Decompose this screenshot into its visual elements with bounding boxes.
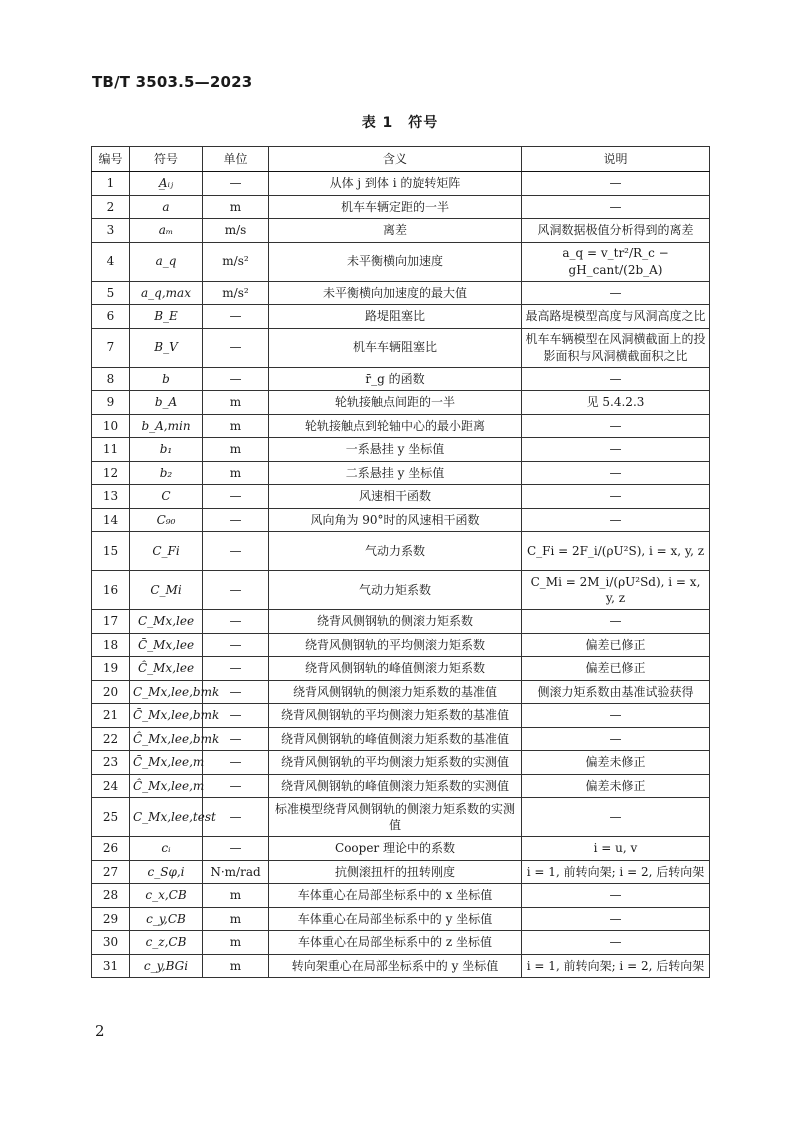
table-row (92, 704, 710, 728)
row-meaning: 绕背风侧钢轨的平均侧滚力矩系数 (269, 633, 522, 657)
row-unit: — (203, 610, 269, 634)
table-row (92, 727, 710, 751)
row-meaning: 从体 j 到体 i 的旋转矩阵 (269, 172, 522, 196)
row-number: 7 (92, 328, 130, 367)
row-number: 1 (92, 172, 130, 196)
row-symbol: cᵢ (130, 837, 203, 861)
row-meaning: 机车车辆阻塞比 (269, 328, 522, 367)
row-note: 见 5.4.2.3 (522, 391, 710, 415)
row-meaning: 一系悬挂 y 坐标值 (269, 438, 522, 462)
header-meaning: 含义 (269, 147, 522, 172)
row-note: i = u, v (522, 837, 710, 861)
row-meaning: 风速相干函数 (269, 485, 522, 509)
row-note: — (522, 884, 710, 908)
table-row (92, 837, 710, 861)
table-row (92, 774, 710, 798)
row-symbol: C₉₀ (130, 508, 203, 532)
row-meaning: 轮轨接触点到轮轴中心的最小距离 (269, 414, 522, 438)
row-meaning: 机车车辆定距的一半 (269, 195, 522, 219)
row-symbol: b₁ (130, 438, 203, 462)
row-note: 侧滚力矩系数由基准试验获得 (522, 680, 710, 704)
table-row (92, 305, 710, 329)
table-row (92, 657, 710, 681)
table-row (92, 751, 710, 775)
row-symbol: b₂ (130, 461, 203, 485)
row-note: C_Fi = 2F_i/(ρU²S), i = x, y, z (522, 532, 710, 571)
row-unit: m (203, 907, 269, 931)
row-meaning: r̄_g 的函数 (269, 367, 522, 391)
table-row (92, 907, 710, 931)
row-symbol: a (130, 195, 203, 219)
row-symbol: a_q (130, 242, 203, 281)
row-unit: — (203, 485, 269, 509)
row-symbol: c_y,CB (130, 907, 203, 931)
row-unit: m (203, 954, 269, 978)
row-meaning: 绕背风侧钢轨的平均侧滚力矩系数的实测值 (269, 751, 522, 775)
table-row (92, 219, 710, 243)
row-number: 28 (92, 884, 130, 908)
row-note: — (522, 172, 710, 196)
table-row (92, 571, 710, 610)
row-number: 27 (92, 860, 130, 884)
row-unit: m/s² (203, 242, 269, 281)
row-unit: — (203, 727, 269, 751)
table-row (92, 610, 710, 634)
header-symbol: 符号 (130, 147, 203, 172)
table-row (92, 633, 710, 657)
row-note: — (522, 367, 710, 391)
row-symbol: C_Mx,lee (130, 610, 203, 634)
row-unit: m (203, 195, 269, 219)
row-symbol: c_Sφ,i (130, 860, 203, 884)
table-row (92, 532, 710, 571)
row-meaning: 轮轨接触点间距的一半 (269, 391, 522, 415)
document-header: TB/T 3503.5—2023 (92, 73, 253, 91)
row-number: 14 (92, 508, 130, 532)
row-meaning: 绕背风侧钢轨的峰值侧滚力矩系数 (269, 657, 522, 681)
row-note: 偏差已修正 (522, 657, 710, 681)
row-symbol: aₘ (130, 219, 203, 243)
row-symbol: b_A,min (130, 414, 203, 438)
row-note: — (522, 931, 710, 955)
row-meaning: 车体重心在局部坐标系中的 y 坐标值 (269, 907, 522, 931)
row-note: — (522, 438, 710, 462)
row-note: — (522, 508, 710, 532)
row-meaning: 气动力系数 (269, 532, 522, 571)
row-note: — (522, 195, 710, 219)
row-unit: m (203, 414, 269, 438)
row-symbol: C_Mi (130, 571, 203, 610)
row-unit: m (203, 461, 269, 485)
row-symbol: A̲ᵢⱼ (130, 172, 203, 196)
row-number: 18 (92, 633, 130, 657)
row-symbol: B_E (130, 305, 203, 329)
row-meaning: Cooper 理论中的系数 (269, 837, 522, 861)
row-meaning: 绕背风侧钢轨的侧滚力矩系数 (269, 610, 522, 634)
row-number: 5 (92, 281, 130, 305)
row-note: 偏差未修正 (522, 774, 710, 798)
row-symbol: b (130, 367, 203, 391)
row-note: 最高路堤模型高度与风洞高度之比 (522, 305, 710, 329)
row-number: 20 (92, 680, 130, 704)
row-symbol: C̄_Mx,lee,bmk (130, 704, 203, 728)
row-symbol: c_y,BGi (130, 954, 203, 978)
row-meaning: 气动力矩系数 (269, 571, 522, 610)
row-note: — (522, 281, 710, 305)
row-meaning: 车体重心在局部坐标系中的 z 坐标值 (269, 931, 522, 955)
row-number: 25 (92, 798, 130, 837)
row-symbol: Ĉ_Mx,lee,bmk (130, 727, 203, 751)
row-unit: — (203, 704, 269, 728)
table-row (92, 461, 710, 485)
row-note: a_q = v_tr²/R_c − gH_cant/(2b_A) (522, 242, 710, 281)
symbols-table (91, 146, 710, 978)
table-row (92, 281, 710, 305)
row-meaning: 绕背风侧钢轨的平均侧滚力矩系数的基准值 (269, 704, 522, 728)
row-unit: — (203, 774, 269, 798)
row-unit: — (203, 305, 269, 329)
row-note: i = 1, 前转向架; i = 2, 后转向架 (522, 954, 710, 978)
row-note: — (522, 485, 710, 509)
row-meaning: 风向角为 90°时的风速相干函数 (269, 508, 522, 532)
row-unit: — (203, 837, 269, 861)
row-meaning: 未平衡横向加速度 (269, 242, 522, 281)
table-row (92, 680, 710, 704)
row-meaning: 离差 (269, 219, 522, 243)
table-row (92, 391, 710, 415)
row-symbol: Ĉ_Mx,lee (130, 657, 203, 681)
row-symbol: c_z,CB (130, 931, 203, 955)
row-meaning: 标准模型绕背风侧钢轨的侧滚力矩系数的实测值 (269, 798, 522, 837)
row-symbol: C_Mx,lee,bmk (130, 680, 203, 704)
row-unit: m (203, 931, 269, 955)
row-meaning: 绕背风侧钢轨的峰值侧滚力矩系数的基准值 (269, 727, 522, 751)
row-meaning: 二系悬挂 y 坐标值 (269, 461, 522, 485)
row-note: — (522, 610, 710, 634)
table-row (92, 508, 710, 532)
row-unit: — (203, 508, 269, 532)
row-symbol: C (130, 485, 203, 509)
row-number: 11 (92, 438, 130, 462)
row-meaning: 绕背风侧钢轨的侧滚力矩系数的基准值 (269, 680, 522, 704)
row-number: 26 (92, 837, 130, 861)
row-symbol: C_Mx,lee,test (130, 798, 203, 837)
row-unit: m/s (203, 219, 269, 243)
table-row (92, 195, 710, 219)
row-unit: — (203, 571, 269, 610)
row-meaning: 转向架重心在局部坐标系中的 y 坐标值 (269, 954, 522, 978)
row-note: i = 1, 前转向架; i = 2, 后转向架 (522, 860, 710, 884)
row-unit: — (203, 172, 269, 196)
row-note: — (522, 727, 710, 751)
row-number: 9 (92, 391, 130, 415)
table-row (92, 367, 710, 391)
table-row (92, 438, 710, 462)
row-unit: — (203, 751, 269, 775)
row-symbol: Ĉ_Mx,lee,m (130, 774, 203, 798)
table-row (92, 954, 710, 978)
row-note: — (522, 414, 710, 438)
row-note: — (522, 798, 710, 837)
row-number: 12 (92, 461, 130, 485)
table-body (92, 172, 710, 978)
table-row (92, 884, 710, 908)
row-symbol: a_q,max (130, 281, 203, 305)
row-number: 29 (92, 907, 130, 931)
row-unit: m (203, 438, 269, 462)
header-unit: 单位 (203, 147, 269, 172)
row-number: 13 (92, 485, 130, 509)
row-symbol: B_V (130, 328, 203, 367)
row-note: 机车车辆模型在风洞横截面上的投影面积与风洞横截面积之比 (522, 328, 710, 367)
row-number: 10 (92, 414, 130, 438)
row-number: 24 (92, 774, 130, 798)
row-note: C_Mi = 2M_i/(ρU²Sd), i = x, y, z (522, 571, 710, 610)
row-number: 3 (92, 219, 130, 243)
row-unit: — (203, 657, 269, 681)
row-unit: — (203, 328, 269, 367)
table-row (92, 328, 710, 367)
row-note: — (522, 461, 710, 485)
row-meaning: 路堤阻塞比 (269, 305, 522, 329)
table-row (92, 931, 710, 955)
table-row (92, 242, 710, 281)
row-meaning: 抗侧滚扭杆的扭转刚度 (269, 860, 522, 884)
row-number: 19 (92, 657, 130, 681)
row-unit: — (203, 798, 269, 837)
row-number: 23 (92, 751, 130, 775)
table-row (92, 798, 710, 837)
row-number: 6 (92, 305, 130, 329)
row-unit: — (203, 680, 269, 704)
row-unit: — (203, 633, 269, 657)
row-number: 15 (92, 532, 130, 571)
table-row (92, 485, 710, 509)
row-number: 22 (92, 727, 130, 751)
row-number: 31 (92, 954, 130, 978)
row-symbol: C̄_Mx,lee (130, 633, 203, 657)
row-unit: N·m/rad (203, 860, 269, 884)
row-unit: m/s² (203, 281, 269, 305)
row-number: 4 (92, 242, 130, 281)
table-header-row (92, 147, 710, 172)
row-unit: m (203, 391, 269, 415)
row-number: 16 (92, 571, 130, 610)
header-note: 说明 (522, 147, 710, 172)
row-symbol: c_x,CB (130, 884, 203, 908)
row-note: 偏差未修正 (522, 751, 710, 775)
table-row (92, 414, 710, 438)
row-note: — (522, 907, 710, 931)
table-row (92, 860, 710, 884)
row-symbol: b_A (130, 391, 203, 415)
row-meaning: 未平衡横向加速度的最大值 (269, 281, 522, 305)
row-symbol: C_Fi (130, 532, 203, 571)
table-row (92, 172, 710, 196)
row-unit: — (203, 367, 269, 391)
page-number: 2 (95, 1022, 105, 1040)
row-unit: — (203, 532, 269, 571)
header-no: 编号 (92, 147, 130, 172)
row-symbol: C̄_Mx,lee,m (130, 751, 203, 775)
row-number: 17 (92, 610, 130, 634)
row-unit: m (203, 884, 269, 908)
row-meaning: 绕背风侧钢轨的峰值侧滚力矩系数的实测值 (269, 774, 522, 798)
row-note: — (522, 704, 710, 728)
row-number: 2 (92, 195, 130, 219)
row-number: 21 (92, 704, 130, 728)
row-number: 8 (92, 367, 130, 391)
row-note: 风洞数据极值分析得到的离差 (522, 219, 710, 243)
row-meaning: 车体重心在局部坐标系中的 x 坐标值 (269, 884, 522, 908)
row-number: 30 (92, 931, 130, 955)
row-note: 偏差已修正 (522, 633, 710, 657)
table-title: 表 1 符号 (361, 115, 439, 131)
